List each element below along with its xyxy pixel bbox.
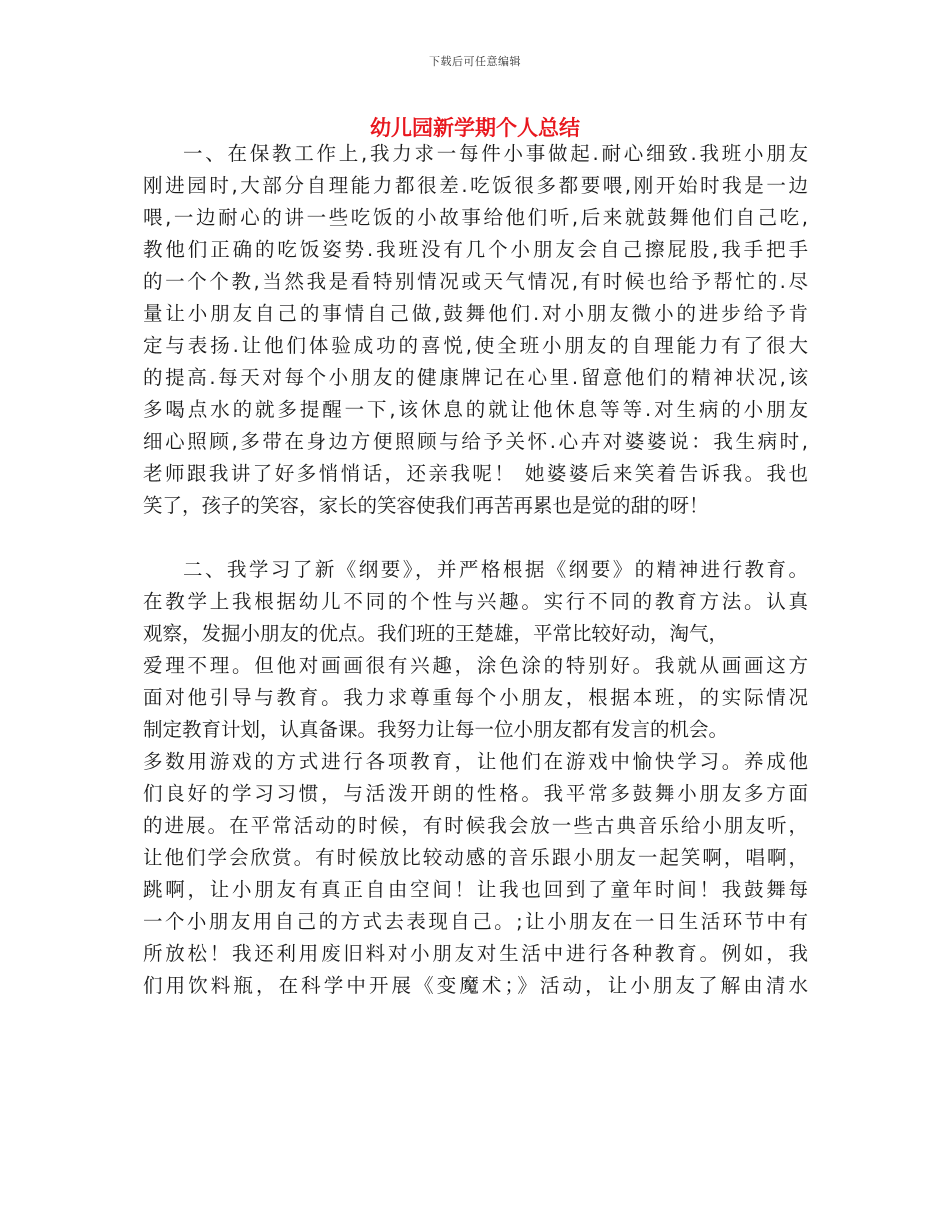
text-line: 们良好的学习习惯，与活泼开朗的性格。我平常多鼓舞小朋友多方面 xyxy=(143,782,808,805)
header-note: 下载后可任意编辑 xyxy=(429,55,521,68)
text-line: 的一个个教,当然我是看特别情况或天气情况,有时候也给予帮忙的.尽 xyxy=(143,270,808,293)
text-line: 刚进园时,大部分自理能力都很差.吃饭很多都要喂,刚开始时我是一边 xyxy=(143,174,808,197)
text-line: 多数用游戏的方式进行各项教育，让他们在游戏中愉快学习。养成他 xyxy=(143,750,808,773)
text-line: 所放松！我还利用废旧料对小朋友对生活中进行各种教育。例如，我 xyxy=(143,942,808,965)
text-line: 一、在保教工作上,我力求一每件小事做起.耐心细致.我班小朋友 xyxy=(183,142,808,165)
text-line: 二、我学习了新《纲要》，并严格根据《纲要》的精神进行教育。 xyxy=(183,558,808,581)
text-line: 面对他引导与教育。我力求尊重每个小朋友，根据本班，的实际情况 xyxy=(143,686,808,709)
text-line: 让他们学会欣赏。有时候放比较动感的音乐跟小朋友一起笑啊，唱啊， xyxy=(143,846,808,869)
text-line: 老师跟我讲了好多悄悄话，还亲我呢！ 她婆婆后来笑着告诉我。我也 xyxy=(143,462,808,485)
text-line: 跳啊，让小朋友有真正自由空间！让我也回到了童年时间！我鼓舞每 xyxy=(143,878,808,901)
text-line: 爱理不理。但他对画画很有兴趣，涂色涂的特别好。我就从画画这方 xyxy=(143,654,808,677)
text-line: 在教学上我根据幼儿不同的个性与兴趣。实行不同的教育方法。认真 xyxy=(143,590,808,613)
text-line: 们用饮料瓶，在科学中开展《变魔术；》活动，让小朋友了解由清水 xyxy=(143,974,808,997)
text-line: 的提高.每天对每个小朋友的健康牌记在心里.留意他们的精神状况,该 xyxy=(143,366,808,389)
text-line: 定与表扬.让他们体验成功的喜悦,使全班小朋友的自理能力有了很大 xyxy=(143,334,808,357)
text-line: 细心照顾,多带在身边方便照顾与给予关怀.心卉对婆婆说：我生病时, xyxy=(143,430,808,453)
text-line: 教他们正确的吃饭姿势.我班没有几个小朋友会自己擦屁股,我手把手 xyxy=(143,238,808,261)
text-line: 制定教育计划，认真备课。我努力让每一位小朋友都有发言的机会。 xyxy=(143,718,729,741)
paragraph-1 xyxy=(143,138,808,522)
text-line: 喂,一边耐心的讲一些吃饭的小故事给他们听,后来就鼓舞他们自己吃, xyxy=(143,206,808,229)
text-line: 笑了，孩子的笑容，家长的笑容使我们再苦再累也是觉的甜的呀！ xyxy=(143,494,709,517)
paragraph-2 xyxy=(143,554,808,1002)
text-line: 的进展。在平常活动的时候，有时候我会放一些古典音乐给小朋友听， xyxy=(143,814,808,837)
text-line: 一个小朋友用自己的方式去表现自己。;让小朋友在一日生活环节中有 xyxy=(143,910,808,933)
text-line: 多喝点水的就多提醒一下,该休息的就让他休息等等.对生病的小朋友 xyxy=(143,398,808,421)
text-line: 量让小朋友自己的事情自己做,鼓舞他们.对小朋友微小的进步给予肯 xyxy=(143,302,808,325)
document-title: 幼儿园新学期个人总结 xyxy=(370,116,580,140)
text-line: 观察，发掘小朋友的优点。我们班的王楚雄，平常比较好动，淘气， xyxy=(143,622,729,645)
